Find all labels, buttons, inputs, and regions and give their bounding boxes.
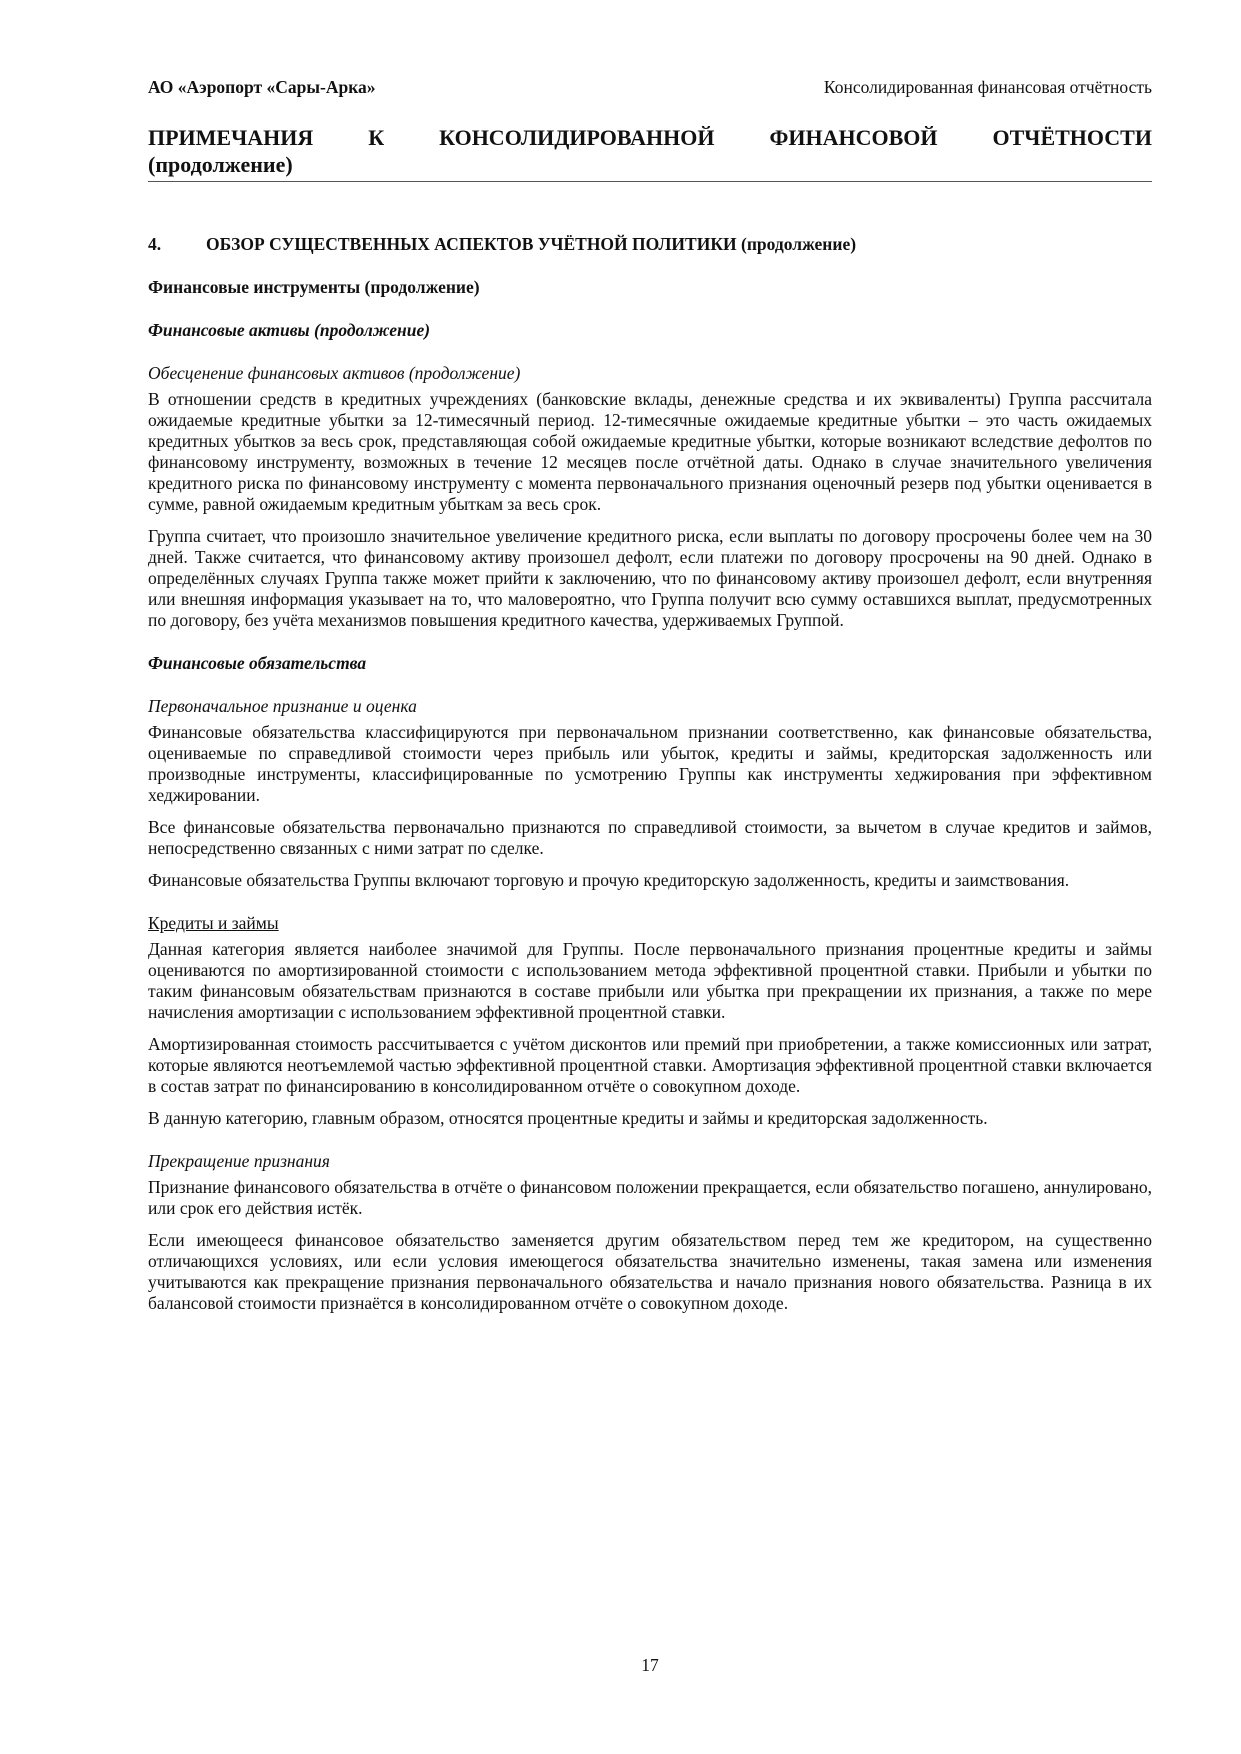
page-number: 17: [641, 1655, 659, 1675]
title-divider: [148, 181, 1152, 182]
paragraph: В данную категорию, главным образом, относятся процентные кредиты и займы и кредиторская задолженность.: [148, 1108, 988, 1128]
paragraph: Группа считает, что произошло значительное увеличение кредитного риска, если выплаты по договору просрочены более чем на 30 дней. Также считается, что финансовому активу произошел дефолт, если платежи по договору просрочены на 90 дней. Однако в определённых случаях Группа также может прийти к заключению, что по финансовому активу произошел дефолт, если внутренняя или внешняя информация указывает на то, что маловероятно, что Группа получит всю сумму оставшихся выплат, предусмотренных по договору, без учёта механизмов повышения кредитного качества, удерживаемых Группой.: [148, 526, 1152, 630]
subheading-loans: Кредиты и займы: [148, 913, 279, 933]
title-word: К: [368, 125, 385, 150]
running-header: [148, 77, 1152, 101]
paragraph: Амортизированная стоимость рассчитывается с учётом дисконтов или премий при приобретении, а также комиссионных или затрат, которые являются неотъемлемой частью эффективной процентной ставки. Амортизация эффективной процентной ставки включается в состав затрат по финансированию в консолидированном отчёте о совокупном доходе.: [148, 1034, 1152, 1096]
subheading-financial-instruments: Финансовые инструменты (продолжение): [148, 277, 480, 297]
subheading-derecognition: Прекращение признания: [148, 1151, 330, 1171]
paragraph: Если имеющееся финансовое обязательство заменяется другим обязательством перед тем же кредитором, на существенно отличающихся условиях, или если условия имеющегося обязательства значительно изменены, такая замена или изменения учитываются как прекращение признания первоначального обязательства и начало признания нового обязательства. Разница в их балансовой стоимости признаётся в консолидированном отчёте о совокупном доходе.: [148, 1230, 1152, 1313]
title-line-1: [148, 124, 1152, 151]
subheading-initial-recognition: Первоначальное признание и оценка: [148, 696, 417, 716]
section-heading: [148, 234, 1152, 255]
subheading-financial-liabilities: Финансовые обязательства: [148, 653, 367, 673]
paragraph: Все финансовые обязательства первоначально признаются по справедливой стоимости, за вычетом в случае кредитов и займов, непосредственно связанных с ними затрат по сделке.: [148, 817, 1152, 858]
title-word: ОТЧЁТНОСТИ: [992, 125, 1152, 150]
document-body: [148, 234, 1152, 1325]
paragraph: Финансовые обязательства Группы включают торговую и прочую кредиторскую задолженность, кредиты и заимствования.: [148, 870, 1070, 890]
company-name: АО «Аэропорт «Сары-Арка»: [148, 77, 376, 97]
subheading-impairment: Обесценение финансовых активов (продолжение): [148, 363, 521, 383]
paragraph: В отношении средств в кредитных учреждениях (банковские вклады, денежные средства и их эквиваленты) Группа рассчитала ожидаемые кредитные убытки за 12-тимесячный период. 12-тимесячные ожидаемые кредитные убытки – это часть ожидаемых кредитных убытков за весь срок, представляющая собой ожидаемые кредитные убытки, которые возникают вследствие дефолтов по финансовому инструменту, возможных в течение 12 месяцев после отчётной даты. Однако в случае значительного увеличения кредитного риска по финансовому инструменту с момента первоначального признания оценочный резерв под убытки оценивается в сумме, равной ожидаемым кредитным убыткам за весь срок.: [148, 389, 1152, 514]
paragraph: Признание финансового обязательства в отчёте о финансовом положении прекращается, если обязательство погашено, аннулировано, или срок его действия истёк.: [148, 1177, 1152, 1218]
subheading-financial-assets: Финансовые активы (продолжение): [148, 320, 431, 340]
title-word: ПРИМЕЧАНИЯ: [148, 125, 314, 150]
document-type: Консолидированная финансовая отчётность: [823, 77, 1152, 97]
title-word: КОНСОЛИДИРОВАННОЙ: [439, 125, 715, 150]
paragraph: Данная категория является наиболее значимой для Группы. После первоначального признания процентные кредиты и займы оцениваются по амортизированной стоимости с использованием метода эффективной процентной ставки. Прибыли и убытки по таким финансовым обязательствам признаются в составе прибыли или убытка при прекращении их признания, а также по мере начисления амортизации с использованием эффективной процентной ставки.: [148, 939, 1152, 1022]
section-title: ОБЗОР СУЩЕСТВЕННЫХ АСПЕКТОВ УЧЁТНОЙ ПОЛИТИКИ (продолжение): [206, 234, 857, 254]
section-number: 4.: [148, 234, 162, 254]
page-title: [148, 124, 1152, 178]
paragraph: Финансовые обязательства классифицируются при первоначальном признании соответственно, как финансовые обязательства, оцениваемые по справедливой стоимости через прибыль или убыток, кредиты и займы, кредиторская задолженность или производные инструменты, классифицированные по усмотрению Группы как инструменты хеджирования при эффективном хеджировании.: [148, 722, 1152, 805]
title-word: ФИНАНСОВОЙ: [769, 125, 938, 150]
title-line-2: (продолжение): [148, 152, 293, 177]
